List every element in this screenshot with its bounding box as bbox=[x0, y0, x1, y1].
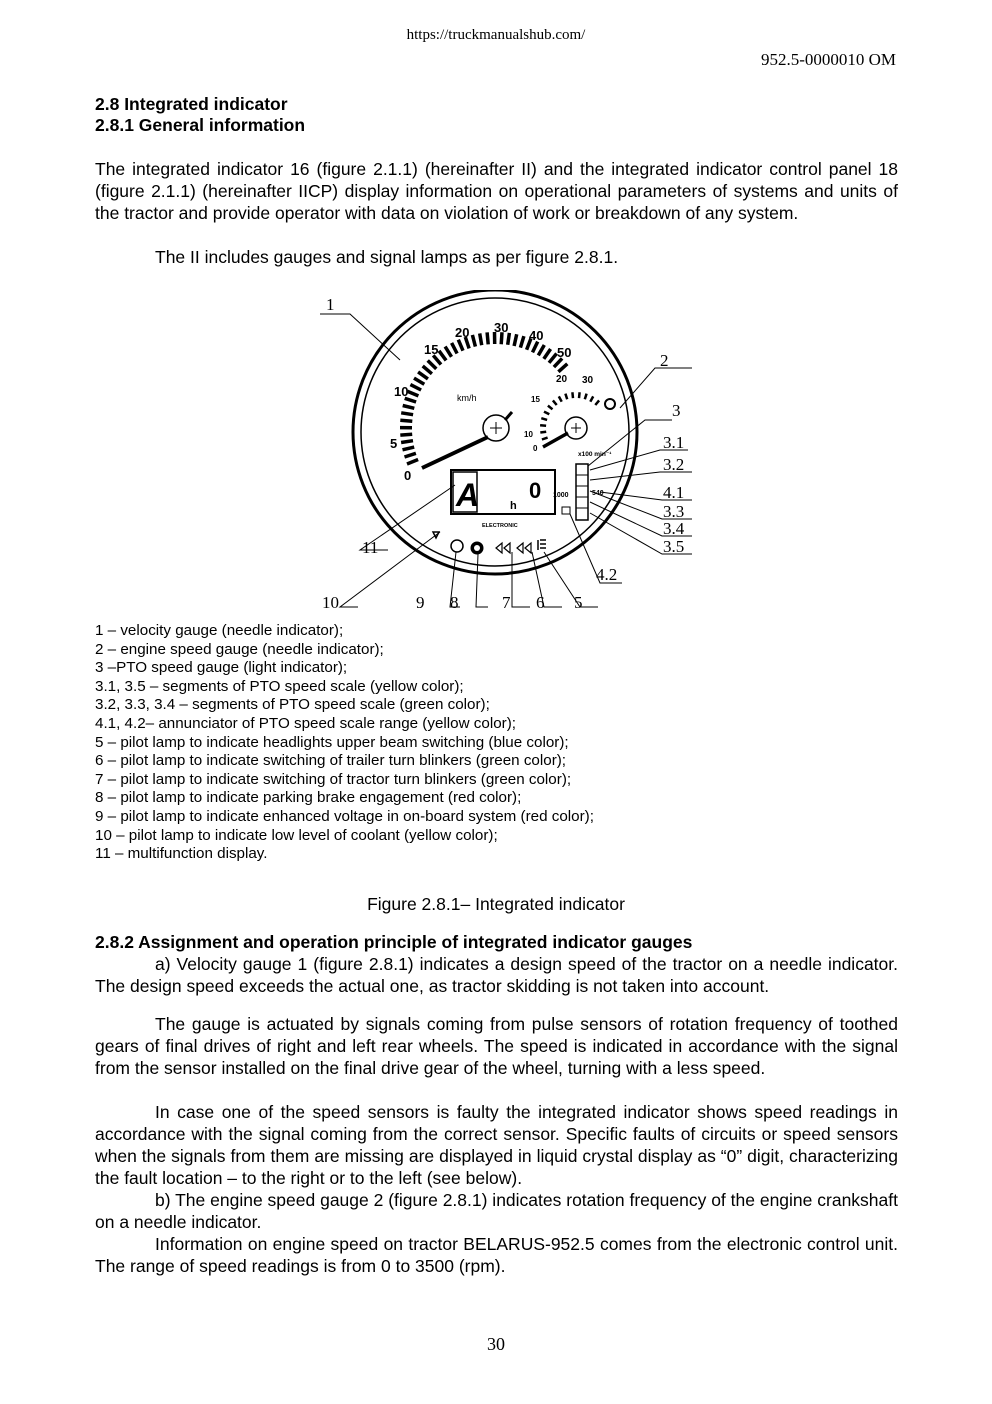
rpm-label-10: 10 bbox=[524, 430, 533, 439]
speed-label-10: 10 bbox=[394, 384, 409, 399]
speed-tick bbox=[472, 335, 475, 347]
callout-1: 1 bbox=[326, 295, 335, 314]
rpm-tick bbox=[540, 425, 546, 426]
rpm-label-30: 30 bbox=[582, 375, 594, 386]
document-number: 952.5-0000010 OM bbox=[760, 50, 896, 69]
legend-item: 3.2, 3.3, 3.4 – segments of PTO speed scale (green color); bbox=[95, 696, 490, 714]
speed-label-40: 40 bbox=[529, 328, 544, 343]
pto-speed-bar bbox=[576, 464, 588, 520]
speed-tick bbox=[403, 406, 415, 409]
legend-item: 3 –PTO speed gauge (light indicator); bbox=[95, 659, 348, 677]
rpm-tick bbox=[542, 438, 548, 440]
body-paragraph: a) Velocity gauge 1 (figure 2.8.1) indicates a design speed of the tractor on a needle indicator. The design speed exceeds the actual one, as tractor skidding is not taken into account. bbox=[95, 954, 898, 996]
legend-item: 3.1, 3.5 – segments of PTO speed scale (yellow color); bbox=[95, 677, 464, 695]
rpm-tick bbox=[553, 400, 557, 405]
speed-tick bbox=[410, 385, 421, 390]
rpm-label-15: 15 bbox=[531, 395, 540, 404]
callout-5: 5 bbox=[574, 593, 583, 612]
callout-8: 8 bbox=[450, 593, 459, 612]
legend-item: 2 – engine speed gauge (needle indicator); bbox=[95, 640, 384, 658]
speed-tick bbox=[414, 378, 424, 384]
callout-leaders bbox=[320, 314, 692, 607]
rpm-tick bbox=[579, 392, 580, 398]
legend-item: 4.1, 4.2– annunciator of PTO speed scale range (yellow color); bbox=[95, 714, 516, 732]
rpm-unit-label: x100 min⁻¹ bbox=[578, 451, 612, 458]
section-2-heading: 2.8.2 Assignment and operation principle of integrated indicator gauges bbox=[95, 932, 693, 952]
speed-label-15: 15 bbox=[424, 342, 439, 357]
speed-tick bbox=[401, 413, 413, 415]
page-number: 30 bbox=[487, 1334, 505, 1354]
callout-9: 9 bbox=[416, 593, 425, 612]
legend-item: 5 – pilot lamp to indicate headlights upper beam switching (blue color); bbox=[95, 733, 569, 751]
speed-label-30: 30 bbox=[494, 320, 509, 335]
speed-tick bbox=[533, 342, 538, 353]
legend-item: 9 – pilot lamp to indicate enhanced voltage in on-board system (red color); bbox=[95, 807, 594, 825]
speed-tick bbox=[549, 354, 557, 363]
rpm-tick bbox=[565, 394, 567, 400]
rpm-tick bbox=[595, 400, 599, 405]
callout-3-2: 3.2 bbox=[663, 455, 685, 474]
figure-caption: Figure 2.8.1– Integrated indicator bbox=[367, 894, 625, 914]
callout-3-1: 3.1 bbox=[663, 433, 685, 452]
speed-tick bbox=[445, 347, 451, 357]
legend-item: 1 – velocity gauge (needle indicator); bbox=[95, 622, 344, 639]
voltage-warning-icon bbox=[451, 540, 463, 552]
speed-tick bbox=[423, 366, 432, 374]
section-heading: 2.8 Integrated indicator bbox=[95, 94, 288, 114]
legend-item: 6 – pilot lamp to indicate switching of trailer turn blinkers (green color); bbox=[95, 752, 567, 770]
callout-11: 11 bbox=[362, 538, 379, 557]
speed-tick bbox=[520, 336, 524, 348]
body-paragraph: b) The engine speed gauge 2 (figure 2.8.1) indicates rotation frequency of the engine crankshaft on a needle indicator. bbox=[95, 1190, 898, 1232]
trailer-turn-icon bbox=[517, 543, 531, 553]
rpm-needle bbox=[543, 433, 568, 447]
rpm-tick bbox=[541, 418, 547, 420]
callout-6: 6 bbox=[536, 593, 545, 612]
speed-tick bbox=[558, 364, 567, 372]
legend-item: 11 – multifunction display. bbox=[95, 845, 268, 863]
callout-3-5: 3.5 bbox=[663, 537, 685, 556]
source-url: https://truckmanualshub.com/ bbox=[406, 27, 586, 43]
speed-tick bbox=[487, 332, 488, 344]
rpm-tick bbox=[590, 396, 593, 401]
rpm-tick bbox=[572, 392, 573, 398]
speed-tick bbox=[439, 351, 446, 361]
lcd-unit: h bbox=[510, 500, 517, 512]
brand-label: ELECTRONIC bbox=[482, 523, 518, 529]
callout-4-1: 4.1 bbox=[663, 483, 685, 502]
callout-3: 3 bbox=[672, 401, 681, 420]
rpm-label-0: 0 bbox=[533, 444, 538, 453]
speed-tick bbox=[400, 434, 412, 435]
speed-unit-label: km/h bbox=[457, 393, 477, 403]
figure-legend bbox=[95, 622, 594, 864]
lcd-mode-symbol: A bbox=[456, 477, 480, 513]
speed-label-50: 50 bbox=[557, 345, 572, 360]
speed-tick bbox=[407, 460, 418, 465]
callout-2: 2 bbox=[660, 351, 669, 370]
callout-3-4: 3.4 bbox=[663, 519, 685, 538]
legend-item: 10 – pilot lamp to indicate low level of coolant (yellow color); bbox=[95, 826, 498, 844]
rpm-tick bbox=[544, 412, 549, 415]
pto-range-lamp bbox=[562, 507, 570, 514]
engine-icon bbox=[605, 399, 615, 409]
speed-tick bbox=[458, 340, 463, 351]
speed-tick bbox=[418, 372, 428, 379]
speed-tick bbox=[514, 334, 517, 346]
speed-label-20: 20 bbox=[455, 325, 470, 340]
speed-tick bbox=[428, 361, 437, 369]
callout-3-3: 3.3 bbox=[663, 502, 685, 521]
subsection-heading: 2.8.1 General information bbox=[95, 115, 306, 135]
callout-10: 10 bbox=[322, 593, 339, 612]
speed-tick bbox=[403, 447, 415, 450]
rpm-tick bbox=[548, 406, 553, 410]
integrated-indicator-drawing bbox=[300, 290, 700, 615]
speed-tick bbox=[405, 453, 416, 457]
body-paragraph: Information on engine speed on tractor BELARUS-952.5 comes from the electronic control unit. The range of speed readings is from 0 to 3500 (rpm). bbox=[95, 1234, 898, 1276]
rpm-label-20: 20 bbox=[556, 374, 568, 385]
speed-tick bbox=[452, 343, 458, 354]
legend-item: 8 – pilot lamp to indicate parking brake engagement (red color); bbox=[95, 789, 522, 807]
legend-item: 7 – pilot lamp to indicate switching of tractor turn blinkers (green color); bbox=[95, 770, 572, 788]
rpm-tick bbox=[559, 396, 562, 401]
callout-7: 7 bbox=[502, 593, 511, 612]
speed-tick bbox=[538, 345, 544, 355]
tractor-turn-icon bbox=[496, 543, 510, 553]
high-beam-icon bbox=[538, 540, 546, 550]
rpm-tick bbox=[540, 432, 546, 433]
intro-paragraph: The integrated indicator 16 (figure 2.1.1) (hereinafter II) and the integrated indicator control panel 18 (figure 2.1.1) (hereinafter IICP) display information on operational parameters of systems and units of the tractor and provide operator with data on violation of work or breakdown of any system. bbox=[95, 159, 898, 223]
speed-tick bbox=[401, 441, 413, 443]
body-paragraph: The gauge is actuated by signals coming from pulse sensors of rotation frequency of toothed gears of final drives of right and left rear wheels. The speed is indicated in accordance with the signal from the sensor installed on the final drive gear of the wheel, turning with a less speed. bbox=[95, 1014, 898, 1078]
speed-label-0: 0 bbox=[404, 468, 412, 483]
speed-tick bbox=[480, 333, 482, 345]
integrated-indicator-figure bbox=[300, 290, 700, 620]
speed-tick bbox=[407, 391, 418, 396]
pto-1000-label: 1000 bbox=[553, 492, 569, 499]
speed-tick bbox=[400, 420, 412, 421]
callout-4-2: 4.2 bbox=[596, 565, 618, 584]
velocity-needle bbox=[422, 437, 488, 468]
intro-figure-reference: The II includes gauges and signal lamps as per figure 2.8.1. bbox=[155, 247, 619, 267]
rpm-tick bbox=[585, 394, 587, 400]
pto-540-label: 540 bbox=[592, 490, 604, 497]
speed-label-5: 5 bbox=[390, 436, 398, 451]
lcd-value: 0 bbox=[529, 478, 542, 503]
body-paragraph: In case one of the speed sensors is faulty the integrated indicator shows speed readings in accordance with the signal coming from the correct sensor. Specific faults of circuits or speed sensors when the signals from them are missing are displayed in liquid crystal display as “0” digit, characterizing the fault location – to the right or to the left (see below). bbox=[95, 1102, 898, 1188]
speed-tick bbox=[544, 349, 551, 359]
